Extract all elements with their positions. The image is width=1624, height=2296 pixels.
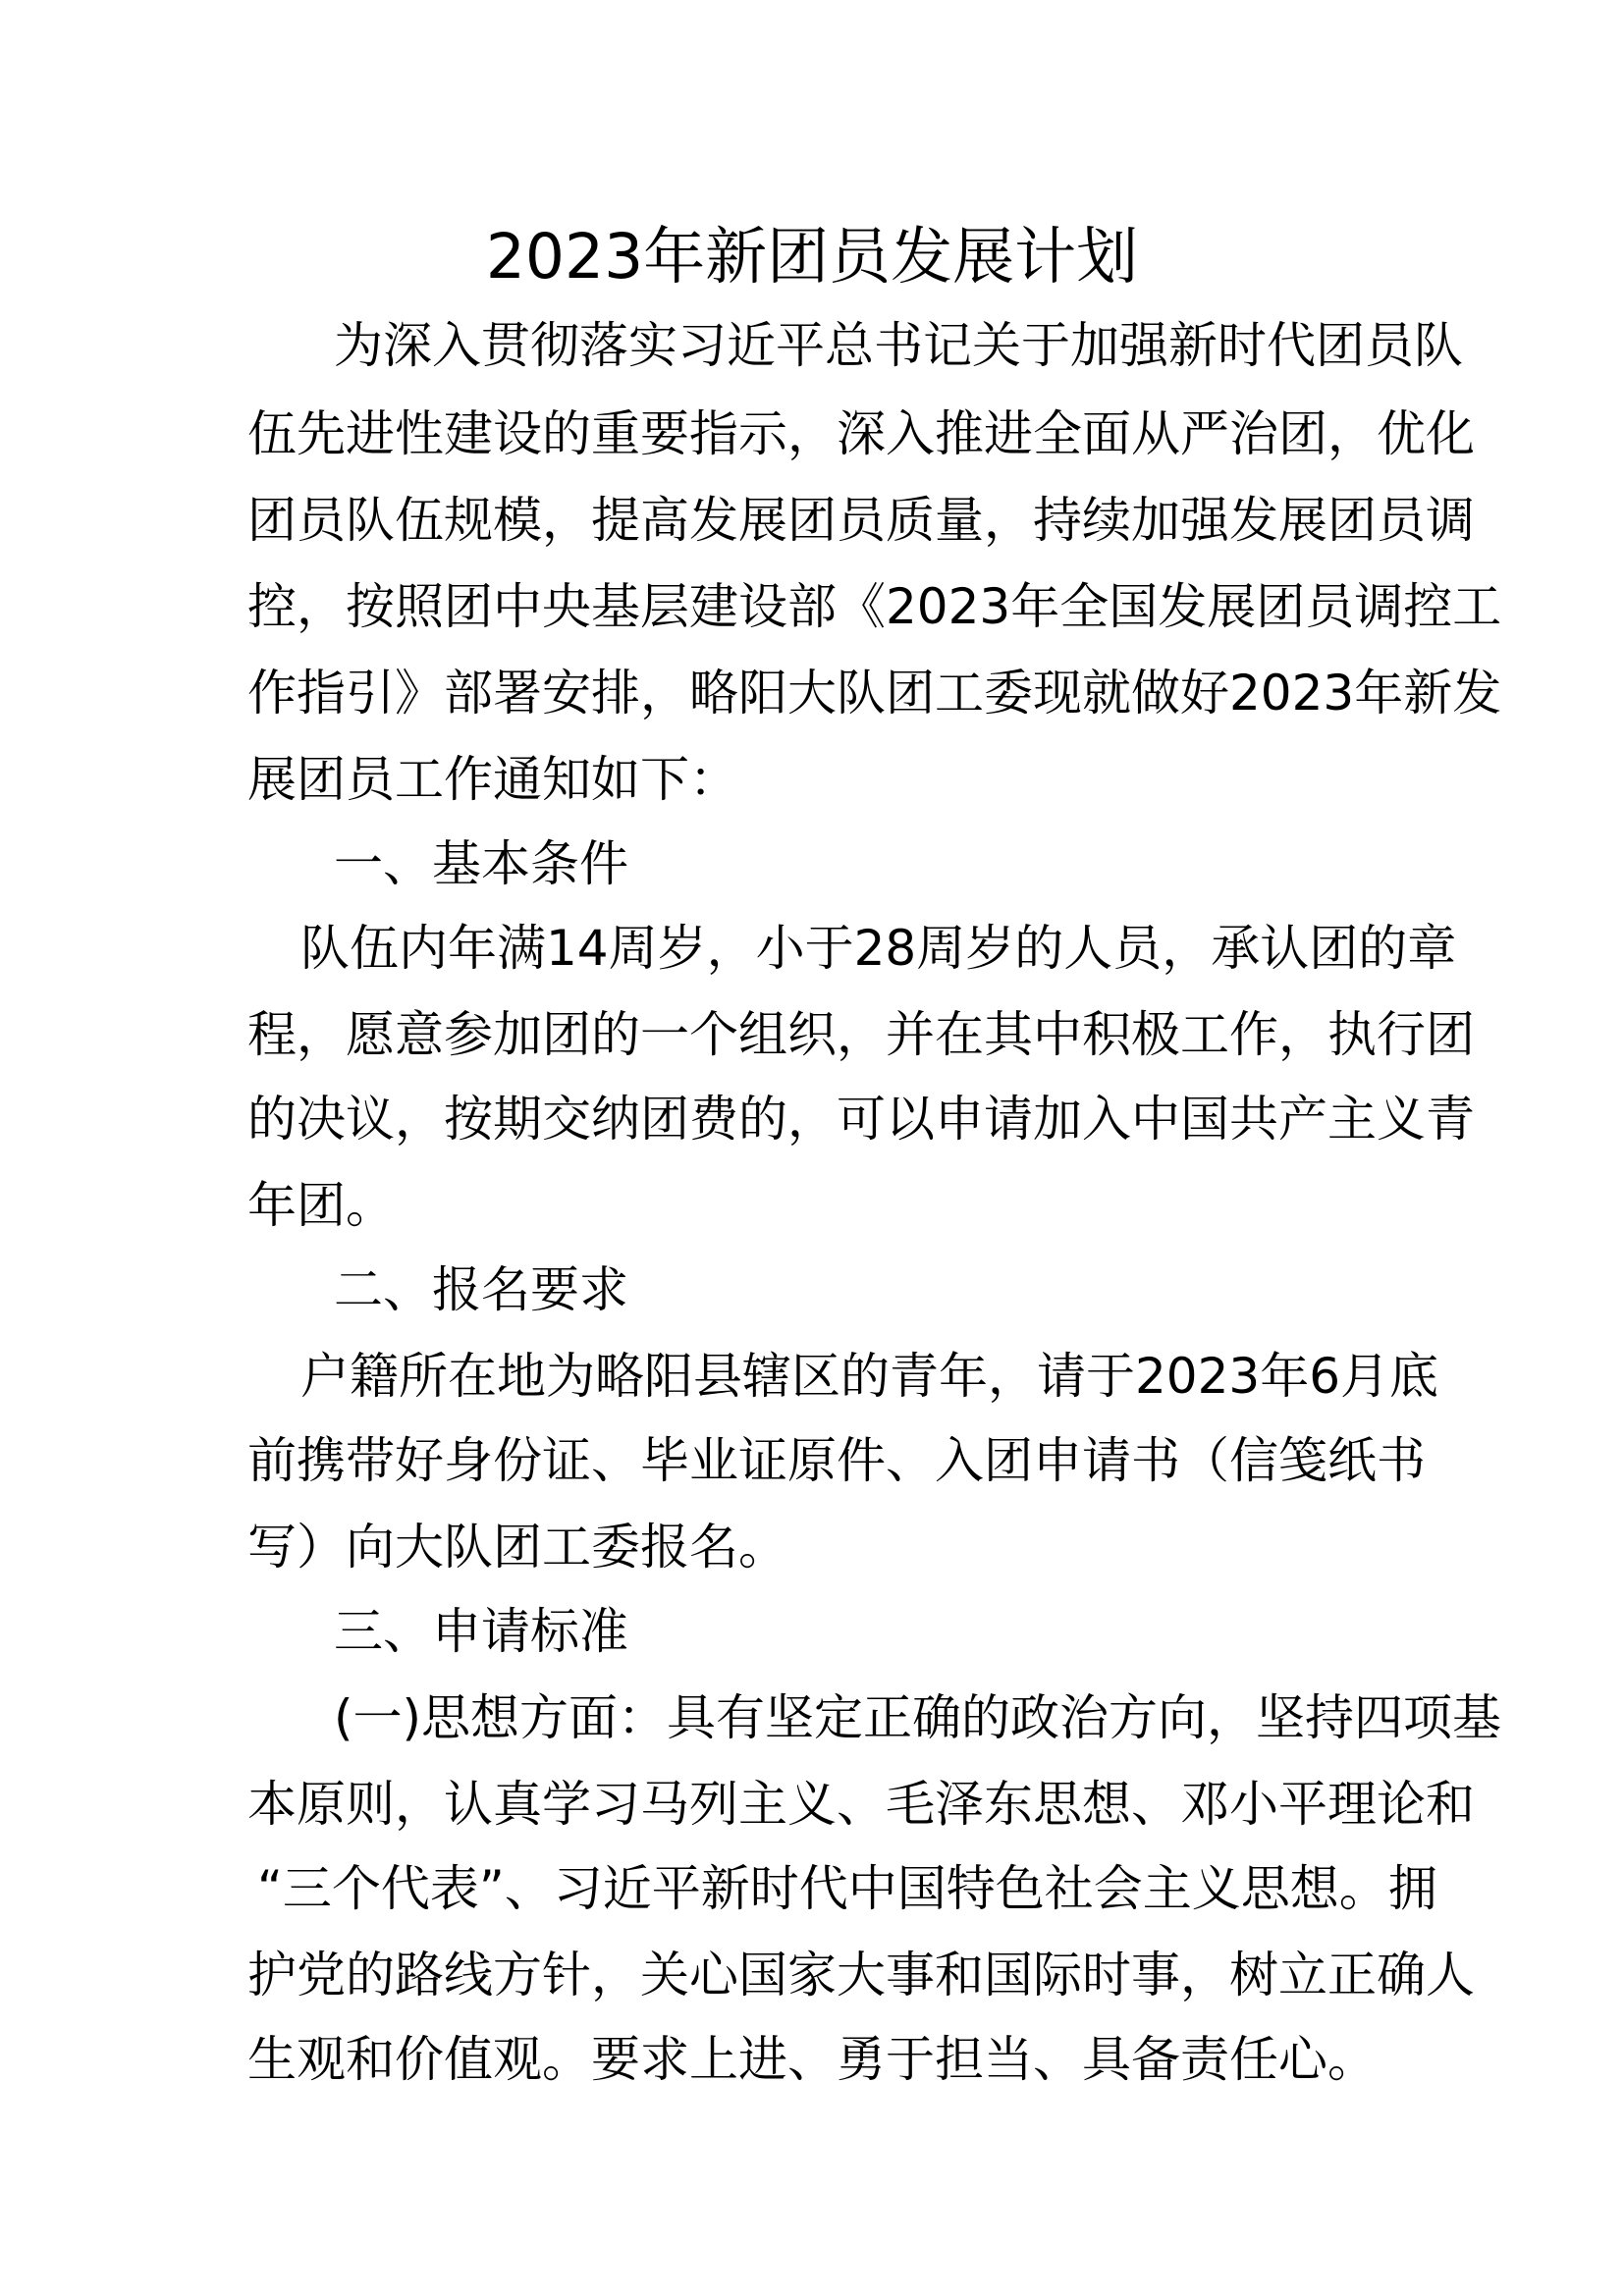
paragraph-line: 前携带好身份证、毕业证原件、入团申请书（信笺纸书 — [247, 1432, 1426, 1489]
paragraph-line: 团员队伍规模，提高发展团员质量，持续加强发展团员调 — [247, 492, 1475, 549]
section-heading: 一、基本条件 — [334, 835, 628, 892]
paragraph-line: 本原则，认真学习马列主义、毛泽东思想、邓小平理论和 — [247, 1776, 1475, 1833]
paragraph-line: 队伍内年满14周岁，小于28周岁的人员，承认团的章 — [300, 920, 1457, 977]
paragraph-line: 的决议，按期交纳团费的，可以申请加入中国共产主义青 — [247, 1091, 1475, 1148]
paragraph-line: 户籍所在地为略阳县辖区的青年，请于2023年6月底 — [300, 1348, 1439, 1405]
paragraph-line: “三个代表”、习近平新时代中国特色社会主义思想。拥 — [257, 1860, 1437, 1917]
paragraph-line: 为深入贯彻落实习近平总书记关于加强新时代团员队 — [334, 317, 1463, 374]
paragraph-line: 护党的路线方针，关心国家大事和国际时事，树立正确人 — [247, 1947, 1475, 2003]
section-heading: 三、申请标准 — [334, 1603, 628, 1660]
document-title: 2023年新团员发展计划 — [485, 221, 1139, 293]
paragraph-line: 作指引》部署安排，略阳大队团工委现就做好2023年新发 — [247, 665, 1502, 721]
paragraph-line: 写）向大队团工委报名。 — [247, 1519, 787, 1575]
paragraph-line: 生观和价值观。要求上进、勇于担当、具备责任心。 — [247, 2031, 1377, 2088]
section-heading: 二、报名要求 — [334, 1261, 628, 1318]
paragraph-line: (一)思想方面：具有坚定正确的政治方向，坚持四项基 — [334, 1689, 1502, 1746]
paragraph-line: 年团。 — [247, 1177, 395, 1234]
paragraph-line: 展团员工作通知如下： — [247, 751, 738, 808]
paragraph-line: 控，按照团中央基层建设部《2023年全国发展团员调控工 — [247, 578, 1502, 635]
paragraph-line: 伍先进性建设的重要指示，深入推进全面从严治团，优化 — [247, 405, 1475, 462]
paragraph-line: 程，愿意参加团的一个组织，并在其中积极工作，执行团 — [247, 1006, 1475, 1063]
